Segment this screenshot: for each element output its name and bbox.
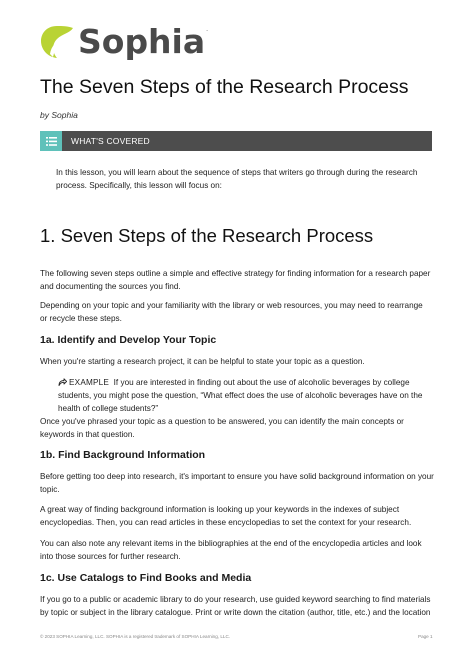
section1-paragraph-1: The following seven steps outline a simple and effective strategy for finding information for a research paper and documenting the sources you find. bbox=[40, 269, 431, 292]
section1-paragraph-2: Depending on your topic and your familiarity with the library or web resources, you may need to rearrange or recycle these steps. bbox=[40, 301, 423, 324]
byline: by Sophia bbox=[40, 110, 78, 120]
list-icon bbox=[40, 131, 62, 151]
footer-page-number: Page 1 bbox=[418, 634, 433, 639]
intro-paragraph: In this lesson, you will learn about the sequence of steps that writers go through during the research process. Specifically, this lesson will focus on: bbox=[56, 168, 418, 191]
example-text: If you are interested in finding out about the use of alcoholic beverages by college students, you might pose the question, “What effect does the use of alcoholic beverages have on the health of college students?” bbox=[58, 378, 423, 414]
whats-covered-label: WHAT'S COVERED bbox=[71, 136, 150, 146]
whats-covered-bar bbox=[40, 131, 432, 151]
subsection-heading-1b: 1b. Find Background Information bbox=[40, 449, 206, 461]
subsection-heading-1a: 1a. Identify and Develop Your Topic bbox=[40, 334, 217, 346]
s1b-paragraph-2: A great way of finding background information is looking up your keywords in the indexes of subject encyclopedias. Then, you can read articles in these encyclopedias to set the context for your research. bbox=[40, 505, 412, 528]
s1c-paragraph-1: If you go to a public or academic library to do your research, use guided keyword searching to find materials by topic or subject in the library catalogue. Print or write down the citation (author, title, etc.) and the location bbox=[40, 595, 431, 618]
subsection-heading-1c: 1c. Use Catalogs to Find Books and Media bbox=[40, 572, 252, 584]
sophia-leaf-icon bbox=[40, 24, 74, 60]
share-arrow-icon bbox=[58, 378, 67, 386]
s1a-paragraph-2: Once you've phrased your topic as a question to be answered, you can identify the main concepts or keywords in that question. bbox=[40, 417, 404, 440]
s1a-paragraph-1: When you're starting a research project, it can be helpful to state your topic as a question. bbox=[40, 357, 365, 366]
page-title: The Seven Steps of the Research Process bbox=[40, 76, 409, 98]
section-heading-1: 1. Seven Steps of the Research Process bbox=[40, 225, 374, 246]
footer-copyright: © 2023 SOPHIA Learning, LLC. SOPHIA is a registered trademark of SOPHIA Learning, LLC. bbox=[40, 634, 231, 639]
example-label: EXAMPLE bbox=[69, 378, 110, 387]
example-callout bbox=[58, 376, 432, 416]
s1b-paragraph-1: Before getting too deep into research, it's important to ensure you have solid background information on your topic. bbox=[40, 472, 434, 495]
s1b-paragraph-3: You can also note any relevant items in the bibliographies at the end of the encyclopedia articles and look into those sources for further research. bbox=[40, 539, 422, 562]
sophia-logo bbox=[40, 22, 208, 61]
logo-wordmark: Sophia. bbox=[78, 22, 209, 61]
